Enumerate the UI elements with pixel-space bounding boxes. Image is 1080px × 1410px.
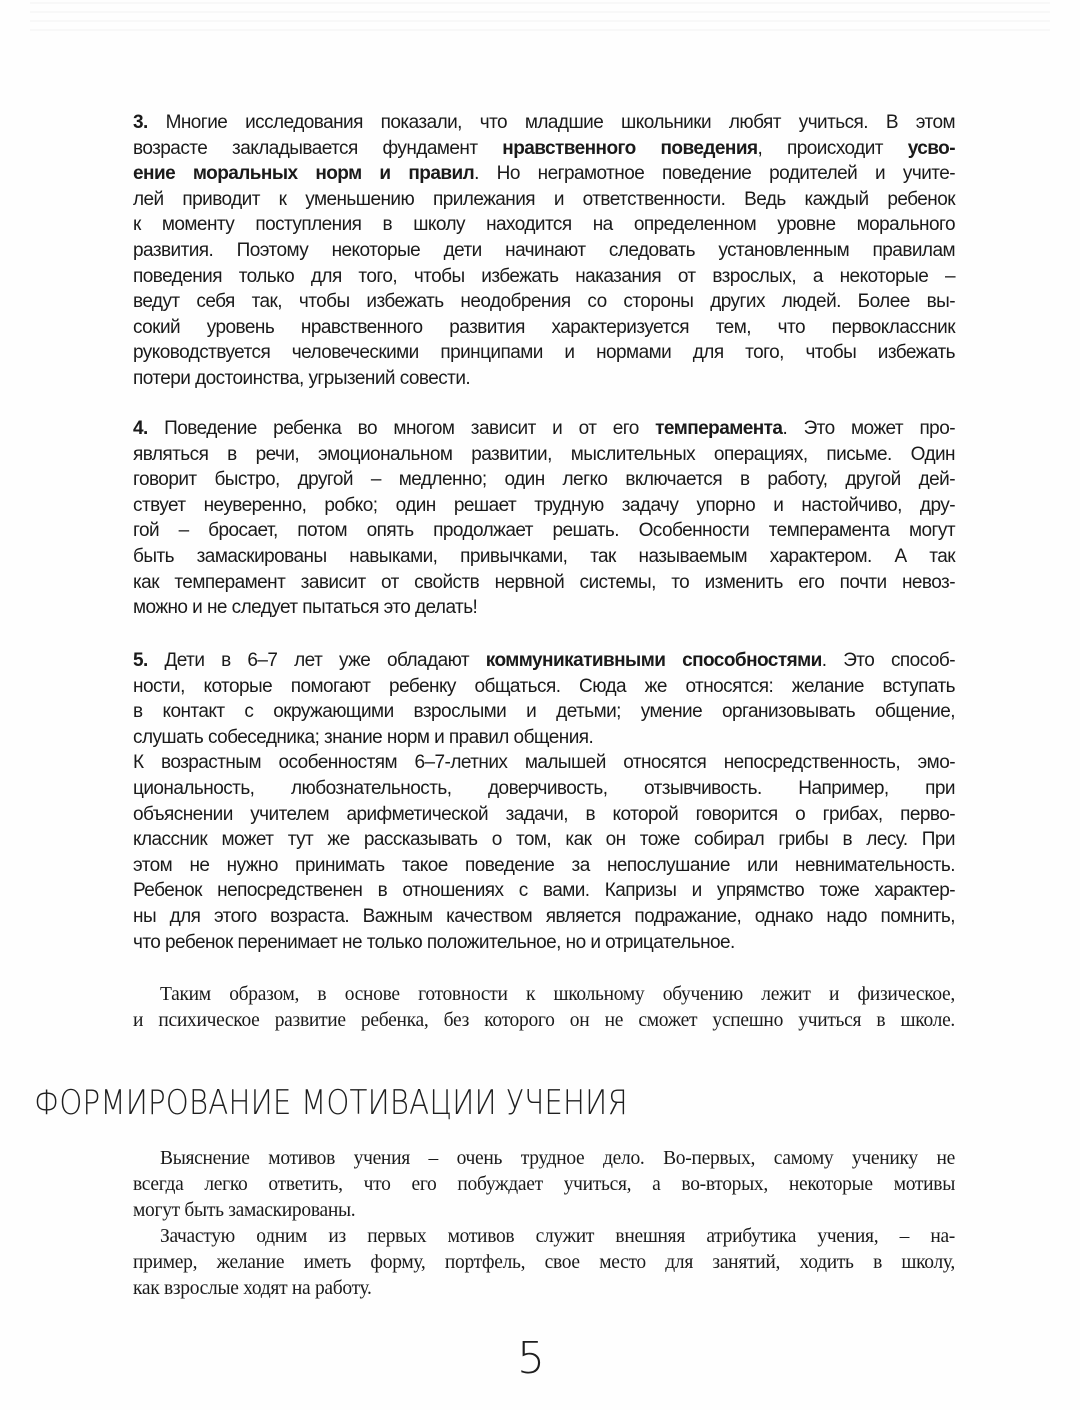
text-line bbox=[133, 110, 955, 136]
section-5-paragraph bbox=[133, 648, 955, 955]
text-line: поведения только для того, чтобы избежать наказания от взрослых, а некоторые – bbox=[133, 265, 955, 287]
conclusion-paragraph bbox=[133, 982, 955, 1034]
text-line: пример, желание иметь форму, портфель, свое место для занятий, ходить в школу, bbox=[133, 1252, 955, 1273]
bleed-through-noise bbox=[30, 2, 1050, 32]
text-run: Многие исследования показали, что младшие школьники любят учиться. В этом bbox=[147, 112, 955, 133]
motivation-paragraph-1 bbox=[133, 1146, 955, 1224]
text-line: ствует неуверенно, робко; один решает трудную задачу упорно и настойчиво, дру- bbox=[133, 494, 955, 516]
text-line: говорит быстро, другой – медленно; один легко включается в работу, другой дей- bbox=[133, 469, 955, 491]
text-run: . Это может про- bbox=[782, 418, 955, 439]
text-line: как взрослые ходят на работу. bbox=[133, 1278, 372, 1299]
text-line: слушать собеседника; знание норм и правил общения. bbox=[133, 726, 594, 748]
text-line: ны для этого возраста. Важным качеством является подражание, однако надо помнить, bbox=[133, 905, 955, 927]
text-line: к моменту поступления в школу находится на определенном уровне морального bbox=[133, 214, 955, 236]
text-run: . Но неграмотное поведение родителей и учите- bbox=[474, 163, 955, 185]
text-run: возрасте закладывается фундамент bbox=[133, 137, 503, 159]
text-line bbox=[133, 136, 955, 162]
text-line: могут быть замаскированы. bbox=[133, 1200, 356, 1221]
text-line: в контакт с окружающими взрослыми и детьми; умение организовывать общение, bbox=[133, 701, 955, 723]
text-line: ности, которые помогают ребенку общаться. Сюда же относятся: желание вступать bbox=[133, 675, 955, 697]
text-line: Зачастую одним из первых мотивов служит внешняя атрибутика учения, – на- bbox=[160, 1226, 955, 1247]
bold-term: нравственного поведения bbox=[502, 137, 758, 159]
text-line: объяснении учителем арифметической задачи, в которой говорится о грибах, перво- bbox=[133, 803, 955, 825]
bold-term: ение моральных норм и правил bbox=[133, 163, 475, 185]
text-line: можно и не следует пытаться это делать! bbox=[133, 597, 478, 619]
bold-term: усво- bbox=[907, 137, 955, 159]
text-line: Выяснение мотивов учения – очень трудное дело. Во-первых, самому ученику не bbox=[160, 1148, 955, 1169]
section-number: 5. bbox=[133, 650, 148, 671]
text-run: Поведение ребенка во многом зависит и от его bbox=[147, 418, 656, 439]
text-line: являться в речи, эмоциональном развитии, мыслительных операциях, письме. Один bbox=[133, 443, 955, 465]
text-run: Дети в 6–7 лет уже обладают bbox=[147, 650, 486, 671]
text-line: Таким образом, в основе готовности к школьному обучению лежит и физическое, bbox=[160, 984, 955, 1005]
text-line: классник может тут же рассказывать о том, как он тоже собирал грибы в лесу. При bbox=[133, 829, 955, 851]
motivation-paragraph-2 bbox=[133, 1224, 955, 1302]
text-line: лей приводит к уменьшению прилежания и ответственности. Ведь каждый ребенок bbox=[133, 188, 955, 210]
section-number: 4. bbox=[133, 418, 148, 439]
section-heading: ФОРМИРОВАНИЕ МОТИВАЦИИ УЧЕНИЯ bbox=[34, 1083, 628, 1123]
text-line bbox=[133, 161, 955, 187]
text-line: развития. Поэтому некоторые дети начинают следовать установленным правилам bbox=[133, 239, 955, 261]
text-run: , происходит bbox=[757, 137, 908, 159]
text-line: этом не нужно принимать такое поведение за непослушание или невнимательность. bbox=[133, 854, 955, 876]
text-line: руководствуется человеческими принципами и нормами для того, чтобы избежать bbox=[133, 342, 955, 364]
text-line: как темперамент зависит от свойств нервной системы, то изменить его почти невоз- bbox=[133, 571, 955, 593]
section-3-paragraph bbox=[133, 110, 955, 392]
text-line: потери достоинства, угрызений совести. bbox=[133, 367, 471, 389]
text-line: гой – бросает, потом опять продолжает решать. Особенности темперамента могут bbox=[133, 520, 955, 542]
page-number: 5 bbox=[517, 1333, 545, 1384]
text-line: Ребенок непосредственен в отношениях с вами. Капризы и упрямство тоже характер- bbox=[133, 880, 955, 902]
text-line: и психическое развитие ребенка, без которого он не сможет успешно учиться в школе. bbox=[133, 1010, 955, 1031]
text-line: быть замаскированы навыками, привычками, так называемым характером. А так bbox=[133, 545, 955, 567]
bold-term: коммуникативными способностями bbox=[485, 650, 822, 671]
text-line: всегда легко ответить, что его побуждает учиться, а во-вторых, некоторые мотивы bbox=[133, 1174, 955, 1195]
text-line bbox=[133, 416, 955, 442]
text-line: сокий уровень нравственного развития характеризуется тем, что первоклассник bbox=[133, 316, 955, 338]
text-line: что ребенок перенимает не только положительное, но и отрицательное. bbox=[133, 931, 735, 953]
text-line: циональность, любознательность, доверчивость, отзывчивость. Например, при bbox=[133, 777, 955, 799]
section-4-paragraph bbox=[133, 416, 955, 621]
bold-term: темперамента bbox=[655, 418, 783, 439]
text-line: К возрастным особенностям 6–7-летних малышей относятся непосредственность, эмо- bbox=[133, 752, 955, 774]
section-number: 3. bbox=[133, 112, 148, 133]
text-line: ведут себя так, чтобы избежать неодобрения со стороны других людей. Более вы- bbox=[133, 291, 955, 313]
text-run: . Это способ- bbox=[821, 650, 955, 671]
text-line bbox=[133, 648, 955, 674]
